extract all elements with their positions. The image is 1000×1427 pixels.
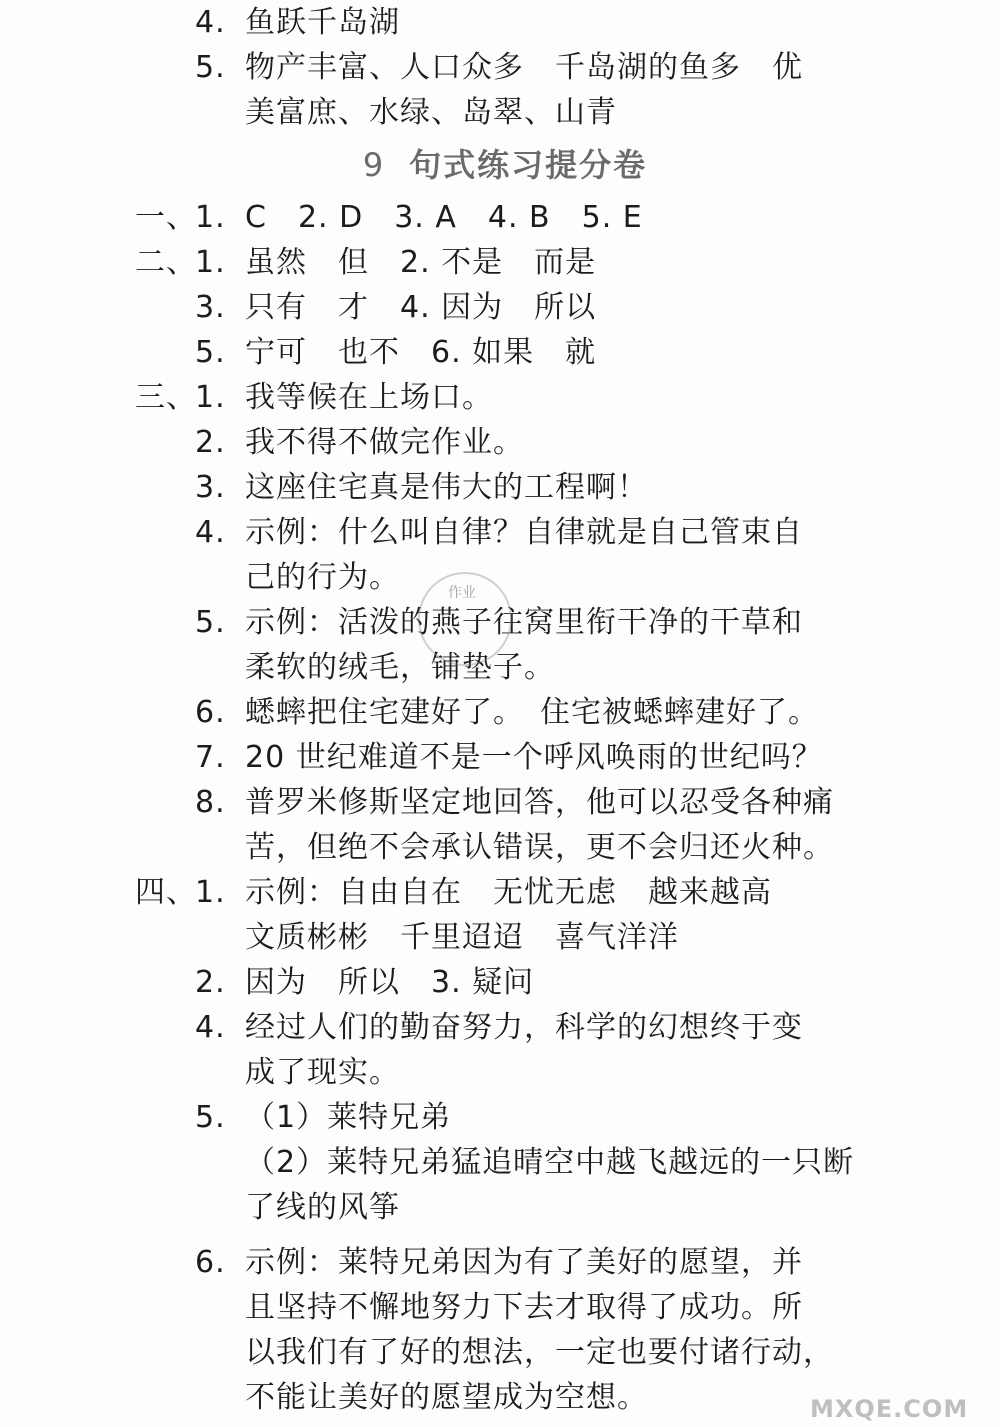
- section-marker: 一、: [135, 200, 197, 235]
- answer-text: 以我们有了好的想法，一定也要付诸行动，: [245, 1335, 834, 1370]
- section-marker: 四、: [135, 875, 197, 910]
- item-number: 2.: [195, 425, 226, 460]
- answer-text: 文质彬彬 千里迢迢 喜气洋洋: [245, 920, 679, 955]
- item-number: 1.: [195, 245, 226, 280]
- answer-text: 经过人们的勤奋努力，科学的幻想终于变: [245, 1010, 803, 1045]
- answer-text: 我不得不做完作业。: [245, 425, 524, 460]
- answer-text: 我等候在上场口。: [245, 380, 493, 415]
- section-title: [0, 143, 1000, 187]
- answer-text: 示例：活泼的燕子往窝里衔干净的干草和: [245, 605, 803, 640]
- answer-text: 普罗米修斯坚定地回答，他可以忍受各种痛: [245, 785, 834, 820]
- answer-text: （1）莱特兄弟: [245, 1100, 452, 1135]
- answer-text: 这座住宅真是伟大的工程啊！: [245, 470, 648, 505]
- answer-text: 20 世纪难道不是一个呼风唤雨的世纪吗？: [245, 740, 823, 775]
- item-number: 1.: [195, 875, 226, 910]
- answer-text: 不能让美好的愿望成为空想。: [245, 1380, 648, 1415]
- answer-text: 美富庶、水绿、岛翠、山青: [245, 95, 617, 130]
- answer-text: （2）莱特兄弟猛追晴空中越飞越远的一只断: [245, 1145, 855, 1180]
- watermark-text: MXQE.COM: [810, 1395, 969, 1423]
- answer-text: 因为 所以 3. 疑问: [245, 965, 535, 1000]
- answer-text: 且坚持不懈地努力下去才取得了成功。所: [245, 1290, 803, 1325]
- answer-text: 示例：什么叫自律？自律就是自己管束自: [245, 515, 803, 550]
- answer-text: 柔软的绒毛，铺垫子。: [245, 650, 555, 685]
- item-number: 5.: [195, 605, 226, 640]
- item-number: 3.: [195, 470, 226, 505]
- item-number: 6.: [195, 1245, 226, 1280]
- answer-text: 蟋蟀把住宅建好了。 住宅被蟋蟀建好了。: [245, 695, 819, 730]
- section-title-text: 句式练习提分卷: [409, 146, 648, 184]
- answer-text: 了线的风筝: [245, 1190, 400, 1225]
- item-number: 5.: [195, 50, 226, 85]
- section-marker: 二、: [135, 245, 197, 280]
- item-number: 4.: [195, 1010, 226, 1045]
- item-number: 1.: [195, 380, 226, 415]
- item-number: 6.: [195, 695, 226, 730]
- section-title-number: 9: [362, 146, 386, 184]
- item-number: 5.: [195, 1100, 226, 1135]
- item-number: 7.: [195, 740, 226, 775]
- item-number: 4.: [195, 515, 226, 550]
- answer-text: 苦，但绝不会承认错误，更不会归还火种。: [245, 830, 834, 865]
- answer-text: 己的行为。: [245, 560, 400, 595]
- item-number: 4.: [195, 5, 226, 40]
- section-marker: 三、: [135, 380, 197, 415]
- stamp-text: 作业: [448, 585, 476, 601]
- item-number: 3.: [195, 290, 226, 325]
- item-number: 1.: [195, 200, 226, 235]
- answer-text: 示例：莱特兄弟因为有了美好的愿望，并: [245, 1245, 803, 1280]
- answer-text: C 2. D 3. A 4. B 5. E: [245, 200, 643, 235]
- item-number: 5.: [195, 335, 226, 370]
- answer-text: 宁可 也不 6. 如果 就: [245, 335, 597, 370]
- item-number: 8.: [195, 785, 226, 820]
- answer-text: 物产丰富、人口众多 千岛湖的鱼多 优: [245, 50, 803, 85]
- answer-text: 虽然 但 2. 不是 而是: [245, 245, 597, 280]
- answer-text: 只有 才 4. 因为 所以: [245, 290, 597, 325]
- answer-text: 成了现实。: [245, 1055, 400, 1090]
- answer-text: 鱼跃千岛湖: [245, 5, 400, 40]
- item-number: 2.: [195, 965, 226, 1000]
- answer-text: 示例：自由自在 无忧无虑 越来越高: [245, 875, 772, 910]
